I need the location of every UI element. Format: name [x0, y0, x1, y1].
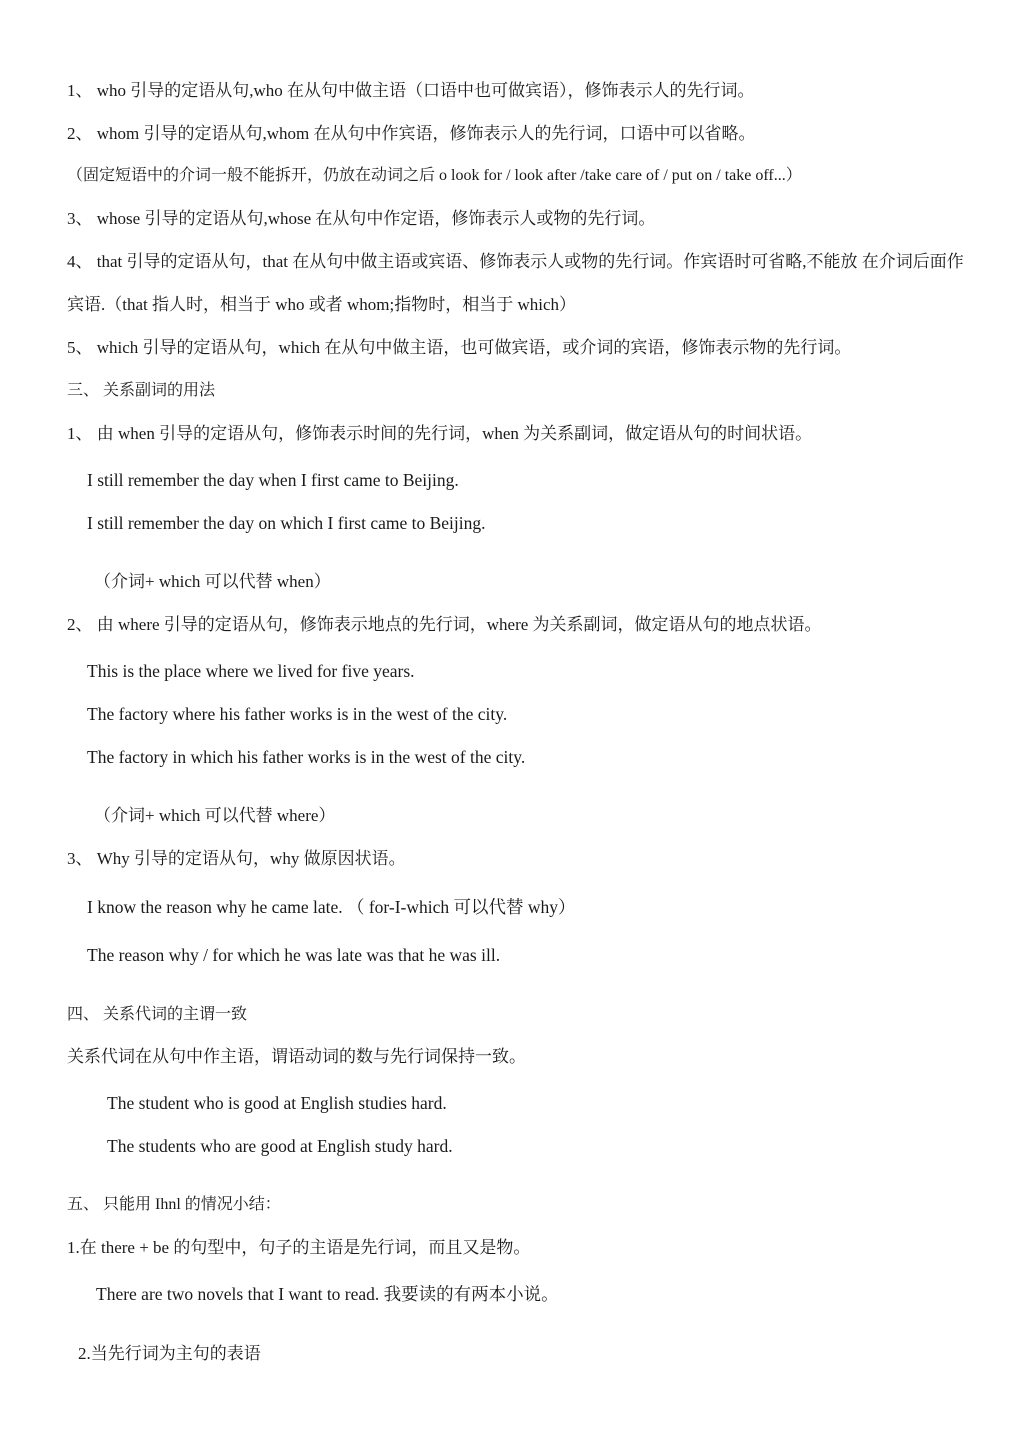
example-sentence: This is the place where we lived for five years. — [87, 661, 415, 681]
example-sentence: The students who are good at English study hard. — [107, 1136, 453, 1156]
rule-that-continued: 宾语.（that 指人时，相当于 who 或者 whom;指物时，相当于 which） — [67, 295, 577, 314]
rule-whose: 3、 whose 引导的定语从句,whose 在从句中作定语，修饰表示人或物的先行词。 — [67, 209, 656, 228]
note-when: （介词+ which 可以代替 when） — [94, 572, 331, 591]
note-fixed-phrases: （固定短语中的介词一般不能拆开，仍放在动词之后 o look for / look after /take care of / put on / take off...） — [67, 167, 802, 184]
rule-there-be: 1.在 there + be 的句型中，句子的主语是先行词，而且又是物。 — [67, 1238, 531, 1257]
example-sentence: I still remember the day when I first came to Beijing. — [87, 470, 459, 490]
example-sentence: The factory where his father works is in the west of the city. — [87, 704, 508, 724]
rule-agreement: 关系代词在从句中作主语，谓语动词的数与先行词保持一致。 — [67, 1047, 526, 1066]
example-sentence: The reason why / for which he was late was that he was ill. — [87, 945, 501, 965]
rule-predicative: 2.当先行词为主句的表语 — [78, 1344, 261, 1363]
rule-which: 5、 which 引导的定语从句，which 在从句中做主语，也可做宾语，或介词的宾语，修饰表示物的先行词。 — [67, 338, 852, 357]
rule-when: 1、 由 when 引导的定语从句，修饰表示时间的先行词，when 为关系副词，做定语从句的时间状语。 — [67, 424, 813, 443]
example-sentence: I know the reason why he came late. （ for-I-which 可以代替 why） — [87, 897, 576, 917]
section-heading-4: 四、 关系代词的主谓一致 — [67, 1006, 248, 1023]
rule-why: 3、 Why 引导的定语从句，why 做原因状语。 — [67, 849, 406, 868]
example-sentence: There are two novels that I want to read. 我要读的有两本小说。 — [96, 1284, 559, 1304]
rule-whom: 2、 whom 引导的定语从句,whom 在从句中作宾语，修饰表示人的先行词，口语中可以省略。 — [67, 124, 756, 143]
rule-who: 1、 who 引导的定语从句,who 在从句中做主语（口语中也可做宾语），修饰表示人的先行词。 — [67, 81, 755, 100]
example-sentence: The factory in which his father works is in the west of the city. — [87, 747, 526, 767]
example-sentence: I still remember the day on which I first came to Beijing. — [87, 513, 486, 533]
rule-that: 4、 that 引导的定语从句，that 在从句中做主语或宾语、修饰表示人或物的先行词。作宾语时可省略,不能放 在介词后面作 — [67, 252, 964, 271]
example-sentence: The student who is good at English studies hard. — [107, 1093, 447, 1113]
section-heading-5: 五、 只能用 Ihnl 的情况小结： — [67, 1196, 281, 1213]
section-heading-3: 三、 关系副词的用法 — [67, 382, 216, 399]
note-where: （介词+ which 可以代替 where） — [94, 806, 336, 825]
rule-where: 2、 由 where 引导的定语从句，修饰表示地点的先行词，where 为关系副词，做定语从句的地点状语。 — [67, 615, 822, 634]
